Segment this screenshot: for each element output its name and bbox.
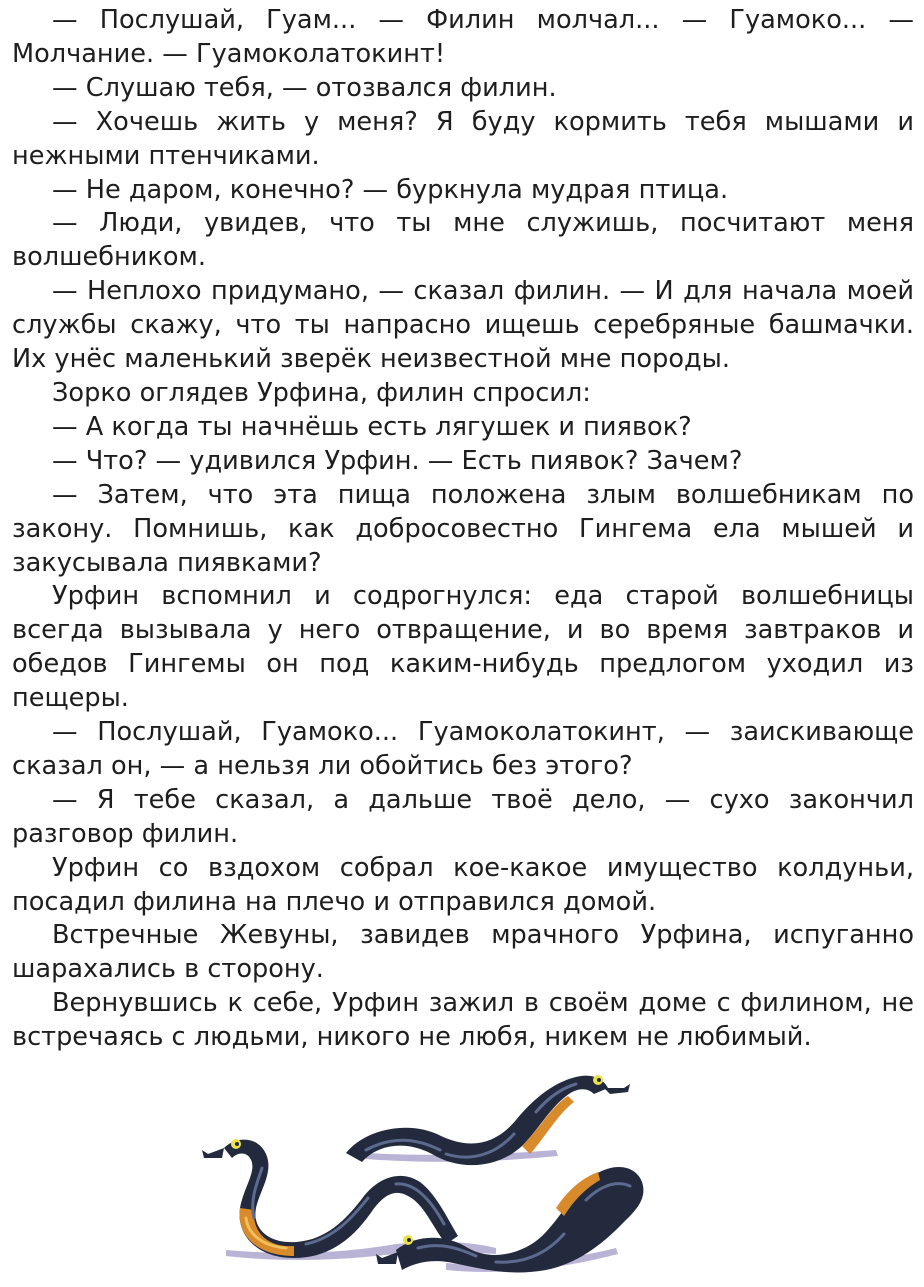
story-text [12, 4, 914, 1055]
paragraph-15: Встречные Жевуны, завидев мрачного Урфина, испуганно шарахались в сторону. [12, 920, 914, 985]
paragraph-4: — Не даром, конечно? — буркнула мудрая птица. [52, 174, 729, 205]
paragraph-3: — Хочешь жить у меня? Я буду кормить тебя мышами и нежными птенчиками. [12, 106, 914, 171]
paragraph-10: — Затем, что эта пища положена злым волшебникам по закону. Помнишь, как добросовестно Гингема ела мышей и закусывала пиявками? [12, 479, 914, 578]
paragraph-8: — А когда ты начнёшь есть лягушек и пиявок? [52, 411, 692, 442]
paragraph-7: Зорко оглядев Урфина, филин спросил: [52, 377, 591, 408]
paragraph-5: — Люди, увидев, что ты мне служишь, посчитают меня волшебником. [12, 208, 914, 273]
paragraph-9: — Что? — удивился Урфин. — Есть пиявок? Зачем? [52, 445, 743, 476]
paragraph-13: — Я тебе сказал, а дальше твоё дело, — сухо закончил разговор филин. [12, 784, 914, 849]
leeches-illustration [196, 1058, 656, 1280]
paragraph-2: — Слушаю тебя, — отозвался филин. [52, 72, 557, 103]
paragraph-12: — Послушай, Гуамоко... Гуамоколатокинт, — заискивающе сказал он, — а нельзя ли обойтись без этого? [12, 717, 914, 781]
paragraph-11: Урфин вспомнил и содрогнулся: еда старой волшебницы всегда вызывала у него отвращение, и во время завтраков и обедов Гингемы он под каким-нибудь предлогом уходил из пещеры. [12, 581, 914, 714]
paragraph-1: — Послушай, Гуам... — Филин молчал... — Гуамоко... — Молчание. — Гуамоколатокинт! [12, 5, 914, 69]
paragraph-16: Вернувшись к себе, Урфин зажил в своём доме с филином, не встречаясь с людьми, никого не любя, никем не любимый. [12, 988, 914, 1053]
paragraph-6: — Неплохо придумано, — сказал филин. — И для начала моей службы скажу, что ты напрасно ищешь серебряные башмачки. Их унёс маленький зверёк неизвестной мне породы. [12, 276, 914, 375]
paragraph-14: Урфин со вздохом собрал кое-какое имущество колдуньи, посадил филина на плечо и отправился домой. [12, 852, 914, 917]
leech-back [346, 1075, 630, 1165]
